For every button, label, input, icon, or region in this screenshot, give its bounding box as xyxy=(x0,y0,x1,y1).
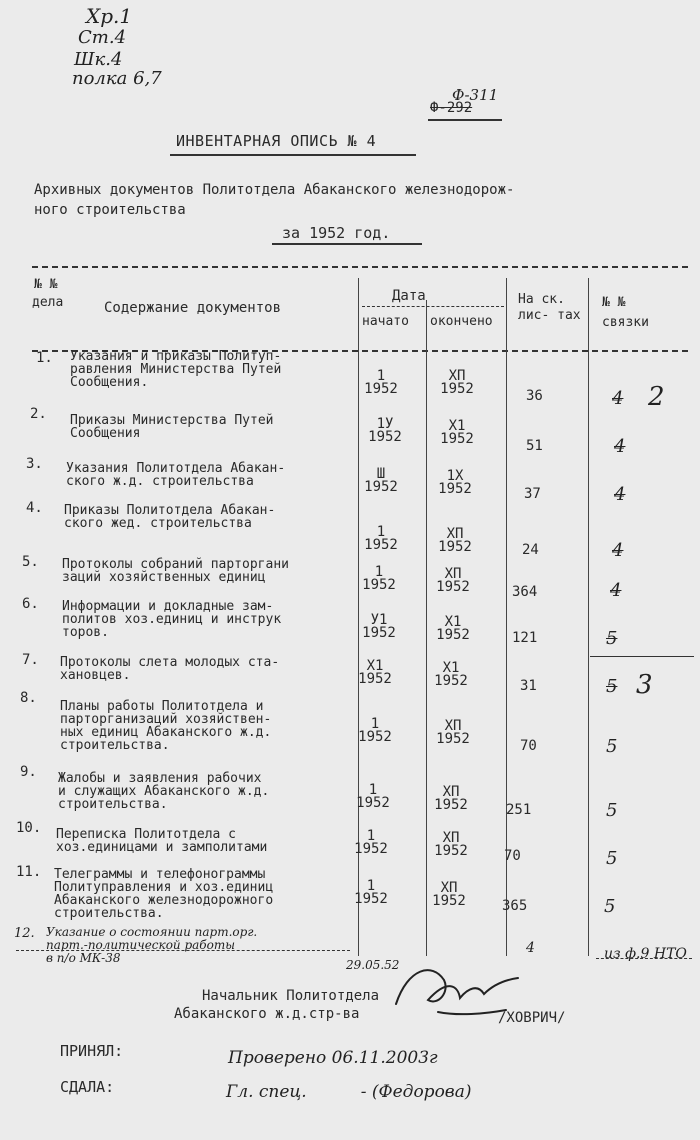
col-start-header: начато xyxy=(362,314,409,329)
row-6-content: Информации и докладные зам- политов хоз.единиц и инструк торов. xyxy=(62,599,282,640)
chief-title-line-2: Абаканского ж.д.стр-ва xyxy=(174,1006,360,1022)
row-6-bundle: 5 xyxy=(606,628,618,649)
year-underline xyxy=(272,243,422,245)
row-1-end: ХП 1952 xyxy=(440,368,474,397)
row-11-content: Телеграммы и телефонограммы Политуправления и хоз.единиц Абаканского железнодорожного строительства. xyxy=(54,867,274,921)
archive-mark-storage: Хр.1 xyxy=(86,4,133,28)
delivered-value: Гл. спец. - (Федорова) xyxy=(226,1082,472,1102)
row-1-content: Указания и приказы Политуп- равления Министерства Путей Сообщения. xyxy=(70,349,282,390)
chief-title-line-1: Начальник Политотдела xyxy=(202,988,380,1004)
col-bundles-header: № № связки xyxy=(602,295,649,330)
row-2-number: 2. xyxy=(30,406,47,422)
chief-name: /ХОВРИЧ/ xyxy=(498,1010,566,1026)
row-8-sheets: 70 xyxy=(520,738,537,754)
row-7-note: 3 xyxy=(636,670,653,700)
row-12-sheets: 4 xyxy=(526,940,535,956)
row-1-note: 2 xyxy=(648,382,665,412)
row-10-content: Переписка Политотдела с хоз.единицами и замполитами xyxy=(56,827,268,855)
row-3-sheets: 37 xyxy=(524,486,541,502)
row-3-bundle: 4 xyxy=(614,484,626,505)
row-8-number: 8. xyxy=(20,690,37,706)
table-top-line xyxy=(32,266,688,268)
row-12-separator-line xyxy=(16,950,350,951)
row-7-bundle: 5 xyxy=(606,676,618,697)
col-content-header: Содержание документов xyxy=(104,300,282,316)
col-number-header-2: дела xyxy=(32,295,64,310)
col-sheets-header: На ск. лис- тах xyxy=(518,292,581,323)
row-2-bundle: 4 xyxy=(614,436,626,457)
row-11-number: 11. xyxy=(16,864,42,880)
subtitle-line-2: ного строительства xyxy=(34,202,186,218)
row-4-start: 1 1952 xyxy=(364,524,398,553)
row-6-start: У1 1952 xyxy=(362,612,396,641)
archive-mark-cabinet: Шк.4 xyxy=(74,49,123,70)
row-11-sheets: 365 xyxy=(502,898,528,914)
row-2-sheets: 51 xyxy=(526,438,543,454)
row-4-end: ХП 1952 xyxy=(438,526,472,555)
row-10-number: 10. xyxy=(16,820,42,836)
fond-number-old: Ф-292 xyxy=(430,100,473,116)
row-4-content: Приказы Политотдела Абакан- ского жед. строительства xyxy=(64,503,276,531)
row-4-bundle: 4 xyxy=(612,540,624,561)
row-1-sheets: 36 xyxy=(526,388,543,404)
row-11-bundle: 5 xyxy=(604,896,616,917)
signature-stroke xyxy=(396,970,518,1014)
row-2-content: Приказы Министерства Путей Сообщения xyxy=(70,413,274,441)
bundle-bottom-line xyxy=(596,958,692,959)
row-3-end: 1Х 1952 xyxy=(438,468,472,497)
row-10-sheets: 70 xyxy=(504,848,521,864)
archive-mark-rack: Ст.4 xyxy=(78,27,127,48)
row-10-end: ХП 1952 xyxy=(434,830,468,859)
row-1-bundle: 4 xyxy=(612,388,624,409)
row-12-bundle: из ф.9 НТО xyxy=(604,946,687,962)
row-1-start: 1 1952 xyxy=(364,368,398,397)
date-header-line xyxy=(362,306,504,307)
col-date-header: Дата xyxy=(392,288,426,304)
row-5-bundle: 4 xyxy=(610,580,622,601)
row-10-start: 1 1952 xyxy=(354,828,388,857)
subtitle-line-1: Архивных документов Политотдела Абаканского железнодорож- xyxy=(34,182,515,198)
row-11-end: ХП 1952 xyxy=(432,880,466,909)
row-3-number: 3. xyxy=(26,456,43,472)
bundle-separator-line xyxy=(590,656,694,657)
row-11-start: 1 1952 xyxy=(354,878,388,907)
row-8-content: Планы работы Политотдела и парторганизаций хозяйствен- ных единиц Абаканского ж.д. строительства. xyxy=(60,699,272,753)
row-7-start: Х1 1952 xyxy=(358,658,392,687)
col-end-header: окончено xyxy=(430,314,493,329)
row-5-number: 5. xyxy=(22,554,39,570)
row-9-content: Жалобы и заявления рабочих и служащих Абаканского ж.д. строительства. xyxy=(58,771,270,812)
row-9-end: ХП 1952 xyxy=(434,784,468,813)
delivered-label: СДАЛА: xyxy=(60,1078,115,1096)
row-2-start: 1У 1952 xyxy=(368,416,402,445)
fond-number-new: Ф-311 xyxy=(452,86,499,104)
row-6-number: 6. xyxy=(22,596,39,612)
accepted-label: ПРИНЯЛ: xyxy=(60,1042,124,1060)
document-title: ИНВЕНТАРНАЯ ОПИСЬ № 4 xyxy=(176,132,377,150)
col-divider-sheets xyxy=(588,278,589,956)
row-9-sheets: 251 xyxy=(506,802,532,818)
row-6-sheets: 121 xyxy=(512,630,538,646)
row-12-content: Указание о состоянии парт.орг. парт.-политической работы в п/о МК-38 xyxy=(46,925,258,965)
row-10-bundle: 5 xyxy=(606,848,618,869)
row-3-content: Указания Политотдела Абакан- ского ж.д. строительства xyxy=(66,461,286,489)
row-12-date: 29.05.52 xyxy=(346,958,400,972)
row-4-number: 4. xyxy=(26,500,43,516)
row-5-content: Протоколы собраний парторгани заций хозяйственных единиц xyxy=(62,557,289,585)
archive-mark-shelf: полка 6,7 xyxy=(72,68,162,89)
col-number-header-1: № № xyxy=(34,277,58,292)
row-5-sheets: 364 xyxy=(512,584,538,600)
row-8-bundle: 5 xyxy=(606,736,618,757)
row-1-number: 1. xyxy=(36,350,53,366)
title-underline xyxy=(170,154,416,156)
row-7-sheets: 31 xyxy=(520,678,537,694)
row-12-number: 12. xyxy=(14,926,35,941)
row-4-sheets: 24 xyxy=(522,542,539,558)
row-9-bundle: 5 xyxy=(606,800,618,821)
row-7-number: 7. xyxy=(22,652,39,668)
row-7-content: Протоколы слета молодых ста- хановцев. xyxy=(60,655,280,683)
row-6-end: Х1 1952 xyxy=(436,614,470,643)
row-9-start: 1 1952 xyxy=(356,782,390,811)
row-9-number: 9. xyxy=(20,764,37,780)
row-8-start: 1 1952 xyxy=(358,716,392,745)
accepted-value: Проверено 06.11.2003г xyxy=(228,1048,438,1068)
document-year: за 1952 год. xyxy=(282,224,391,242)
row-8-end: ХП 1952 xyxy=(436,718,470,747)
row-2-end: Х1 1952 xyxy=(440,418,474,447)
row-5-start: 1 1952 xyxy=(362,564,396,593)
row-7-end: Х1 1952 xyxy=(434,660,468,689)
fond-underline xyxy=(428,119,502,121)
row-5-end: ХП 1952 xyxy=(436,566,470,595)
row-3-start: Ш 1952 xyxy=(364,466,398,495)
